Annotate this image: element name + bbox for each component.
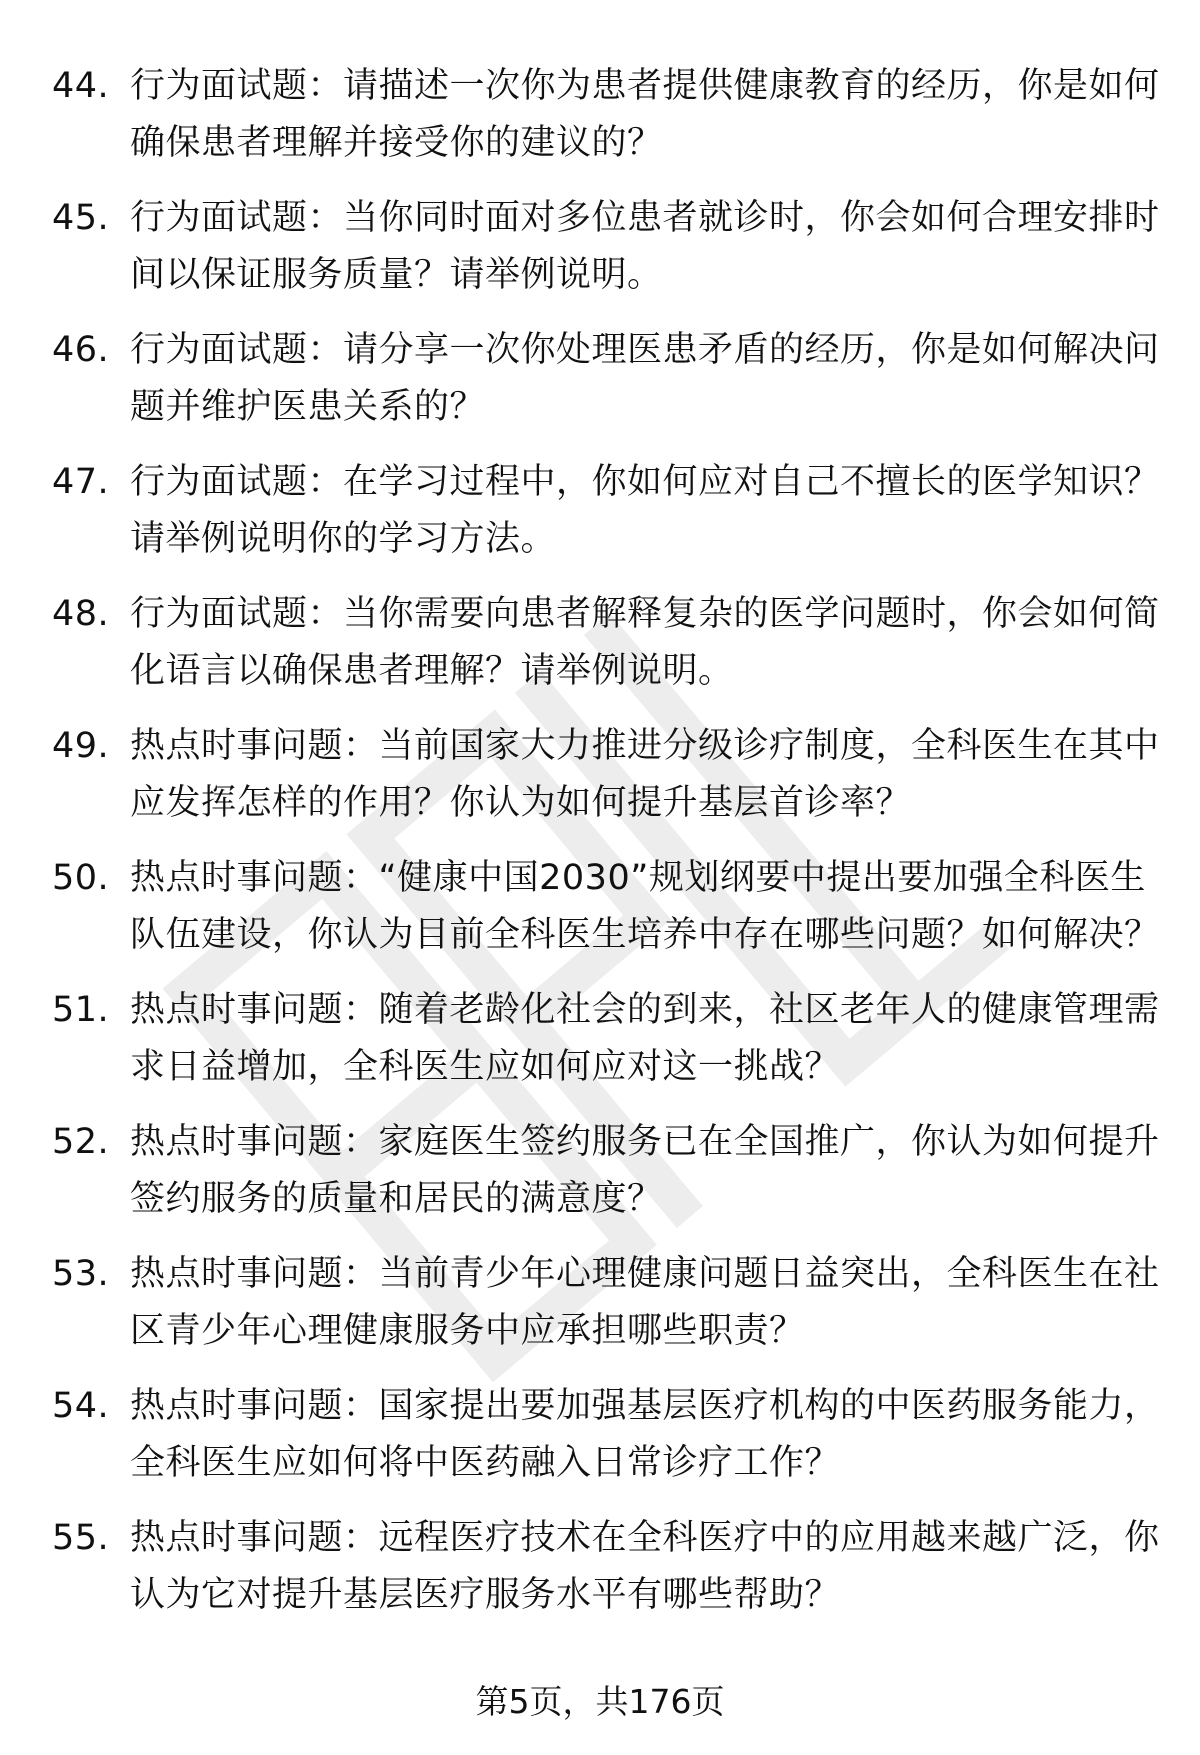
list-item [0,982,1200,1096]
question-text: 热点时事问题：“健康中国2030”规划纲要中提出要加强全科医生队伍建设，你认为目前全科医生培养中存在哪些问题？如何解决？ [130,858,1160,955]
question-number: 53. [52,1254,110,1294]
question-text: 行为面试题：当你需要向患者解释复杂的医学问题时，你会如何简化语言以确保患者理解？请举例说明。 [130,594,1160,691]
question-text: 行为面试题：请描述一次你为患者提供健康教育的经历，你是如何确保患者理解并接受你的建议的？ [130,66,1160,163]
question-number: 51. [52,990,110,1030]
question-number: 45. [52,198,110,238]
question-list [0,58,1200,1642]
page-number-label: 第5页，共176页 [475,1682,725,1721]
list-item [0,718,1200,832]
question-number: 52. [52,1122,110,1162]
question-text: 行为面试题：请分享一次你处理医患矛盾的经历，你是如何解决问题并维护医患关系的？ [130,330,1160,427]
list-item [0,1510,1200,1624]
question-number: 55. [52,1518,110,1558]
question-number: 44. [52,66,110,106]
question-number: 47. [52,462,110,502]
list-item [0,454,1200,568]
question-number: 48. [52,594,110,634]
question-text: 热点时事问题：当前青少年心理健康问题日益突出，全科医生在社区青少年心理健康服务中应承担哪些职责？ [130,1254,1160,1351]
question-number: 50. [52,858,110,898]
question-text: 热点时事问题：国家提出要加强基层医疗机构的中医药服务能力，全科医生应如何将中医药融入日常诊疗工作？ [130,1386,1160,1483]
list-item [0,1378,1200,1492]
list-item [0,322,1200,436]
list-item [0,190,1200,304]
question-text: 热点时事问题：远程医疗技术在全科医疗中的应用越来越广泛，你认为它对提升基层医疗服务水平有哪些帮助？ [130,1518,1160,1615]
question-text: 热点时事问题：家庭医生签约服务已在全国推广，你认为如何提升签约服务的质量和居民的满意度？ [130,1122,1160,1219]
list-item [0,1114,1200,1228]
question-text: 热点时事问题：随着老龄化社会的到来，社区老年人的健康管理需求日益增加，全科医生应如何应对这一挑战？ [130,990,1160,1087]
question-number: 54. [52,1386,110,1426]
question-text: 行为面试题：在学习过程中，你如何应对自己不擅长的医学知识？请举例说明你的学习方法。 [130,462,1160,559]
question-number: 46. [52,330,110,370]
list-item [0,850,1200,964]
list-item [0,58,1200,172]
question-text: 行为面试题：当你同时面对多位患者就诊时，你会如何合理安排时间以保证服务质量？请举例说明。 [130,198,1160,295]
question-text: 热点时事问题：当前国家大力推进分级诊疗制度，全科医生在其中应发挥怎样的作用？你认为如何提升基层首诊率？ [130,726,1160,823]
list-item [0,1246,1200,1360]
list-item [0,586,1200,700]
question-number: 49. [52,726,110,766]
page-footer [0,1680,1200,1724]
